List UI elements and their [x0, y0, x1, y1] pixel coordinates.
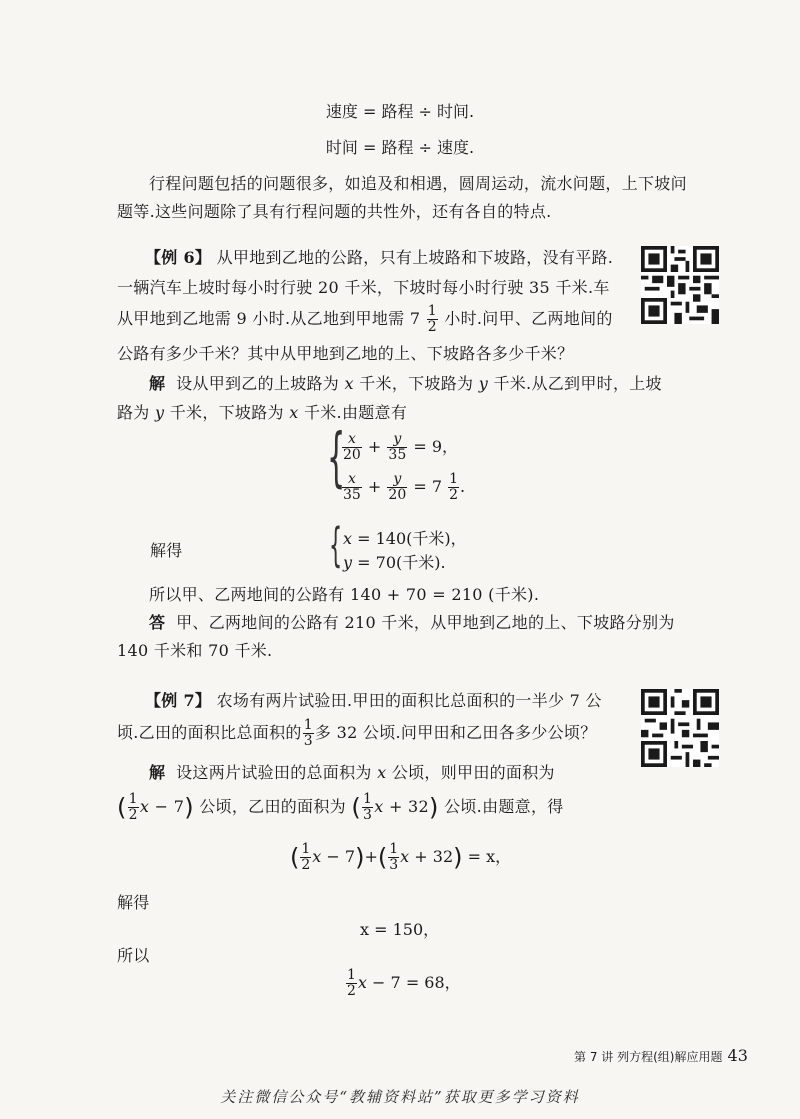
example7-line2: 顷.乙田的面积比总面积的 $\frac{1}{3}$ 多 32 公顷.问甲田和乙田各多少公顷？: [117, 717, 597, 749]
system-equation-1: $\frac{x}{20}$ + $\frac{y}{35}$ = 9，: [343, 431, 459, 463]
example6-line3: 从甲地到乙地需 9 小时.从乙地到甲地需 7 $\frac{1}{2}$ 小时.问甲、乙两地间的: [117, 303, 613, 335]
solve-label-6: 解得: [150, 541, 183, 560]
example7-solution-line2: ( $\frac{1}{2}$ x − 7) 公顷，乙田的面积为 ( $\frac{1}{3}$ x + 32) 公顷.由题意，得: [117, 791, 564, 823]
example6-solution-line2: 路为 y 千米，下坡路为 x 千米.由题意有: [117, 403, 408, 422]
qr-code-icon[interactable]: [641, 689, 719, 767]
example7-tag: 【例 7】: [145, 691, 212, 710]
example7-solution-line1: 解 设这两片试验田的总面积为 x 公顷，则甲田的面积为: [149, 763, 555, 782]
fraction: $\frac{1}{2}$: [427, 303, 437, 335]
intro-line-1: 行程问题包括的问题很多，如追及和相遇，圆周运动，流水问题，上下坡问: [149, 174, 687, 193]
example6-solution-line1: 解 设从甲到乙的上坡路为 x 千米，下坡路为 y 千米.从乙到甲时，上坡: [149, 374, 662, 393]
result-x: x = 140(千米)，: [343, 529, 467, 548]
example7-result: x = 150，: [360, 920, 440, 939]
example7-heading: 【例 7】 农场有两片试验田.甲田的面积比总面积的一半少 7 公: [145, 691, 602, 710]
chapter-title: 第 7 讲 列方程(组)解应用题: [574, 1050, 723, 1064]
example6-answer-line1: 答 甲、乙两地间的公路有 210 千米，从甲地到乙地的上、下坡路分别为: [149, 613, 675, 632]
watermark: 关注微信公众号“教辅资料站”获取更多学习资料: [220, 1088, 580, 1106]
example6-line2: 一辆汽车上坡时每小时行驶 20 千米，下坡时每小时行驶 35 千米.车: [117, 278, 610, 297]
system-brace: {: [327, 421, 346, 495]
page-number: 43: [727, 1046, 748, 1065]
example6-conclusion: 所以甲、乙两地间的公路有 140 + 70 = 210 (千米).: [149, 585, 540, 604]
example6-heading: [145, 245, 613, 268]
example6-line4: 公路有多少千米？其中从甲地到乙地的上、下坡路各多少千米？: [117, 344, 574, 363]
qr-code-icon[interactable]: [641, 246, 719, 324]
system-equation-2: $\frac{x}{35}$ + $\frac{y}{20}$ = 7 $\frac{1}{2}$ .: [343, 471, 466, 503]
so-label-7: 所以: [117, 946, 150, 965]
solve-label-7: 解得: [117, 893, 150, 912]
result-y: y = 70(千米).: [343, 553, 446, 572]
formula-speed: 速度 = 路程 ÷ 时间.: [325, 102, 475, 121]
result-brace: {: [329, 518, 343, 572]
example7-final-equation: $\frac{1}{2}$ x − 7 = 68，: [347, 967, 461, 999]
example6-line1: 从甲地到乙地的公路，只有上坡路和下坡路，没有平路.: [216, 248, 614, 267]
intro-line-2: 题等.这些问题除了具有行程问题的共性外，还有各自的特点.: [117, 202, 552, 221]
page-footer: [574, 1046, 748, 1065]
example6-tag: 【例 6】: [145, 248, 212, 267]
formula-time: 时间 = 路程 ÷ 速度.: [325, 138, 475, 157]
example6-answer-line2: 140 千米和 70 千米.: [117, 641, 273, 660]
example7-main-equation: ( $\frac{1}{2}$ x − 7)+( $\frac{1}{3}$ x + 32) = x，: [290, 841, 512, 873]
